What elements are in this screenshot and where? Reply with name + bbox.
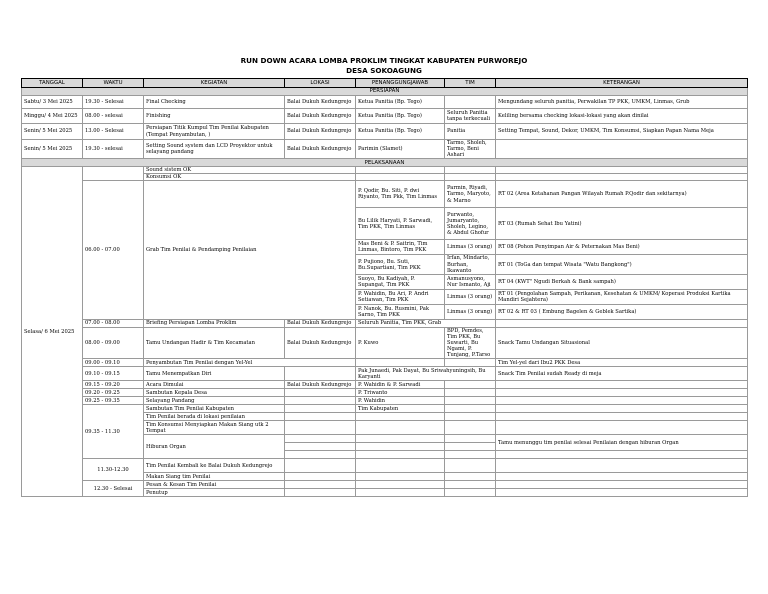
cell: RT 03 (Rumah Sehat Ibu Yatini) — [496, 208, 748, 240]
cell — [285, 435, 356, 443]
header-row — [22, 79, 748, 88]
cell: P. Triwanto — [356, 389, 445, 397]
cell: Tamu Undangan Hadir & Tim Kecamatan — [144, 327, 285, 358]
cell: Balai Dukuh Kedungrejo — [285, 109, 356, 124]
cell: Tim Penilai Kembali ke Balai Dukuh Kedungrejo — [144, 459, 285, 473]
cell: Tarmo, Sholeh, Tarmo, Beni Ashari — [445, 140, 496, 159]
cell — [445, 167, 496, 174]
cell — [496, 421, 748, 435]
cell: RT 02 (Area Ketahanan Pangan Wilayah Rumah P.Qodir dan sekitarnya) — [496, 181, 748, 208]
cell — [445, 405, 496, 413]
cell: Setting Tempat, Sound, Dekor, UMKM, Tim Konsumsi, Siapkan Papan Nama Meja — [496, 124, 748, 140]
cell: Balai Dukuh Kedungrejo — [285, 140, 356, 159]
cell: Pak Junaedi, Pak Dayat, Bu Sriwahyuningsih, Bu Karyanti — [356, 367, 496, 381]
cell: Parimin (Slamet) — [356, 140, 445, 159]
cell: P. Wahidin, Bu Ari, P. Andri Setiawan, Tim PKK — [356, 289, 445, 304]
cell — [445, 96, 496, 109]
table-row — [22, 109, 748, 124]
col-waktu: WAKTU — [83, 79, 144, 88]
cell — [496, 473, 748, 481]
table-row — [22, 367, 748, 381]
cell: 19.30 - selesai — [83, 140, 144, 159]
table-row — [22, 96, 748, 109]
cell: Sound sistem OK — [144, 167, 356, 174]
cell: Ketua Panitia (Bp. Tego) — [356, 109, 445, 124]
cell — [445, 389, 496, 397]
cell — [356, 443, 445, 451]
cell: 08.00 - selesai — [83, 109, 144, 124]
cell: Keliling bersama checking lokasi-lokasi yang akan dinilai — [496, 109, 748, 124]
table-row — [22, 459, 748, 473]
cell — [445, 397, 496, 405]
cell: Selayang Pandang — [144, 397, 285, 405]
cell — [356, 359, 445, 367]
cell: Balai Dukuh Kedungrejo — [285, 124, 356, 140]
cell: 07.00 - 08.00 — [83, 319, 144, 327]
page-title: RUN DOWN ACARA LOMBA PROKLIM TINGKAT KABUPATEN PURWOREJO — [240, 56, 528, 65]
cell: P. Pujiono, Bu. Suti, Bu.Supartiani, Tim PKK — [356, 255, 445, 274]
cell: 09.10 - 09.15 — [83, 367, 144, 381]
cell — [496, 319, 748, 327]
cell — [356, 435, 445, 443]
cell — [285, 405, 356, 413]
cell: Hiburan Organ — [144, 435, 285, 459]
cell: Setting Sound system dan LCD Proyektor untuk selayang pandang — [144, 140, 285, 159]
table-row — [22, 381, 748, 389]
cell: Ketua Panitia (Bp. Tego) — [356, 96, 445, 109]
cell: Tim Penilai berada di lokasi penilaian — [144, 413, 285, 421]
cell — [496, 413, 748, 421]
cell — [285, 421, 356, 435]
section-row — [22, 88, 748, 96]
cell: Minggu/ 4 Mei 2025 — [22, 109, 83, 124]
section-row — [22, 159, 748, 167]
cell: Sambutan Tim Penilai Kabupaten — [144, 405, 285, 413]
col-lokasi: LOKASI — [285, 79, 356, 88]
cell: Balai Dukuh Kedungrejo — [285, 96, 356, 109]
cell — [496, 397, 748, 405]
cell — [356, 459, 445, 473]
cell: Makan Siang tim Penilai — [144, 473, 285, 481]
table-row — [22, 167, 748, 174]
section-persiapan: PERSIAPAN — [22, 88, 748, 96]
cell — [445, 443, 496, 451]
cell: Tim Konsumsi Menyiapkan Makan Siang utk 2 Tempat — [144, 421, 285, 435]
cell — [285, 389, 356, 397]
table-row — [22, 327, 748, 358]
page-subtitle: DESA SOKOAGUNG — [346, 66, 422, 75]
cell: Purwanto, Jumaryanto, Sholeh, Legino, & Abdul Ghofur — [445, 208, 496, 240]
cell: Linmas (3 orang) — [445, 304, 496, 319]
cell — [445, 473, 496, 481]
cell: Suoyo, Bu Kadiyah, P. Supangat, Tim PKK — [356, 274, 445, 289]
cell: Grab Tim Penilai & Pendamping Penilaian — [144, 181, 356, 319]
table-row — [22, 481, 748, 489]
cell: Mas Beni & P. Saitrin, Tim Linmas, Bintoro, Tim PKK — [356, 240, 445, 255]
cell: Balai Dukuh Kedungrejo — [285, 381, 356, 389]
cell — [496, 459, 748, 473]
cell: P. Wahidin — [356, 397, 445, 405]
cell — [356, 421, 445, 435]
cell: Mengundang seluruh panitia, Perwakilan TP PKK, UMKM, Linmas, Grub — [496, 96, 748, 109]
cell — [496, 489, 748, 497]
cell: RT 01 (Pengolahan Sampah, Perikanan, Kesehatan & UMKM/ Koperasi Produksi Kartika Mandiri Sejahtera) — [496, 289, 748, 304]
cell — [445, 413, 496, 421]
cell — [356, 489, 445, 497]
cell: Senin/ 5 Mei 2025 — [22, 124, 83, 140]
table-row — [22, 124, 748, 140]
cell — [445, 421, 496, 435]
cell: P. Nanok, Bu. Rusmini, Pak Sarno, Tim PKK — [356, 304, 445, 319]
cell: 13.00 - Selesai — [83, 124, 144, 140]
col-tanggal: TANGGAL — [22, 79, 83, 88]
rundown-table — [21, 78, 748, 497]
cell: RT 02 & RT 03 ( Embung Bagelen & Geblek Sartika) — [496, 304, 748, 319]
table-row — [22, 181, 748, 208]
cell: Sabtu/ 3 Mei 2025 — [22, 96, 83, 109]
cell — [445, 489, 496, 497]
cell: Irfan, Mindarto, Burhan, Ikawanto — [445, 255, 496, 274]
cell — [496, 140, 748, 159]
cell: Senin/ 5 Mei 2025 — [22, 140, 83, 159]
cell: Final Checking — [144, 96, 285, 109]
cell: Tamu Menempatkan Diri — [144, 367, 285, 381]
table-row — [22, 140, 748, 159]
col-penanggungjawab: PENANGGUNGJAWAB — [356, 79, 445, 88]
cell: Bu Lilik Haryati, P. Sarwadi, Tim PKK, Tim Linmas — [356, 208, 445, 240]
table-row — [22, 359, 748, 367]
cell: Acara Dimulai — [144, 381, 285, 389]
cell: P. Wahidin & P. Sarwadi — [356, 381, 445, 389]
cell: Panitia — [445, 124, 496, 140]
cell: 08.00 - 09.00 — [83, 327, 144, 358]
cell — [285, 459, 356, 473]
cell: Pesan & Kesan Tim Penilai — [144, 481, 285, 489]
cell: BPD, Pemdes, Tim PKK, Bu Suwarti, Bu Ngami, P. Tunjang, P.Tarso — [445, 327, 496, 358]
cell — [285, 413, 356, 421]
cell — [356, 451, 445, 459]
cell: Finishing — [144, 109, 285, 124]
cell — [285, 489, 356, 497]
cell: Snack Tamu Undangan Situasional — [496, 327, 748, 358]
cell — [356, 481, 445, 489]
cell: 09.00 - 09.10 — [83, 359, 144, 367]
cell — [496, 381, 748, 389]
cell: 09.15 - 09.20 — [83, 381, 144, 389]
cell — [496, 174, 748, 181]
cell — [496, 389, 748, 397]
cell: P. Kuwo — [356, 327, 445, 358]
cell — [445, 381, 496, 389]
cell — [285, 397, 356, 405]
cell — [285, 473, 356, 481]
cell — [445, 359, 496, 367]
cell — [496, 481, 748, 489]
cell: Konsumsi OK — [144, 174, 356, 181]
cell: Tim Kabupaten — [356, 405, 445, 413]
cell: 09.25 - 09.35 — [83, 397, 144, 405]
cell: 06.00 - 07.00 — [83, 181, 144, 319]
cell: Persiapan Titik Kumpul Tim Penilai Kabupaten (Tempat Penyambutan, ) — [144, 124, 285, 140]
cell — [285, 367, 356, 381]
cell — [285, 451, 356, 459]
cell: Tim Yel-yel dari Ibu2 PKK Desa — [496, 359, 748, 367]
cell: Briefing Persiapan Lomba Proklim — [144, 319, 285, 327]
cell — [356, 174, 445, 181]
cell: P. Qodir, Bu. Siti, P. dwi Riyanto, Tim Pkk, Tim Linmas — [356, 181, 445, 208]
cell — [496, 451, 748, 459]
cell: 11.30-12.30 — [83, 459, 144, 481]
cell: Linmas (3 orang) — [445, 289, 496, 304]
cell: Tamu menunggu tim penilai selesai Penilaian dengan hiburan Organ — [496, 435, 748, 451]
col-keterangan: KETERANGAN — [496, 79, 748, 88]
cell: RT 08 (Pohon Penyimpan Air & Peternakan Mas Beni) — [496, 240, 748, 255]
cell — [356, 413, 445, 421]
cell: RT 04 (KWT" Ngudi Berkah & Bank sampah) — [496, 274, 748, 289]
cell: Ketua Panitia (Bp. Tego) — [356, 124, 445, 140]
cell: Linmas (3 orang) — [445, 240, 496, 255]
cell: Balai Dukuh Kedungrejo — [285, 327, 356, 358]
cell — [285, 443, 356, 451]
table-row — [22, 397, 748, 405]
cell: 19.30 - Selesai — [83, 96, 144, 109]
cell — [285, 481, 356, 489]
cell: Snack Tim Penilai sudah Ready di meja — [496, 367, 748, 381]
cell: Asmanusyono, Nur Ismanto, Aji — [445, 274, 496, 289]
cell — [445, 451, 496, 459]
cell: Sambutan Kepala Desa — [144, 389, 285, 397]
cell — [445, 481, 496, 489]
date-cell: Selasa/ 6 Mei 2025 — [22, 167, 83, 497]
cell: 09.35 - 11.30 — [83, 405, 144, 459]
section-pelaksanaan: PELAKSANAAN — [22, 159, 748, 167]
cell: 09.20 - 09.25 — [83, 389, 144, 397]
cell — [356, 167, 445, 174]
cell: Seluruh Panitia tanpa terkecuali — [445, 109, 496, 124]
cell: 12.30 - Selesai — [83, 481, 144, 497]
cell — [445, 174, 496, 181]
cell — [445, 435, 496, 443]
cell — [445, 459, 496, 473]
cell: RT 01 (ToGa dan tempat Wisata "Watu Bangkong") — [496, 255, 748, 274]
table-row — [22, 319, 748, 327]
cell: Parmin, Riyadi, Tarmo, Maryoto, & Marno — [445, 181, 496, 208]
cell — [496, 405, 748, 413]
cell: Penyambutan Tim Penilai dengan Yel-Yel — [144, 359, 356, 367]
cell: Seluruh Panitia, Tim PKK, Grab — [356, 319, 496, 327]
cell — [83, 167, 144, 181]
col-kegiatan: KEGIATAN — [144, 79, 285, 88]
table-row — [22, 405, 748, 413]
cell: Balai Dukuh Kedungrejo — [285, 319, 356, 327]
cell — [496, 167, 748, 174]
cell — [356, 473, 445, 481]
col-tim: TIM — [445, 79, 496, 88]
cell: Penutup — [144, 489, 285, 497]
table-row — [22, 389, 748, 397]
